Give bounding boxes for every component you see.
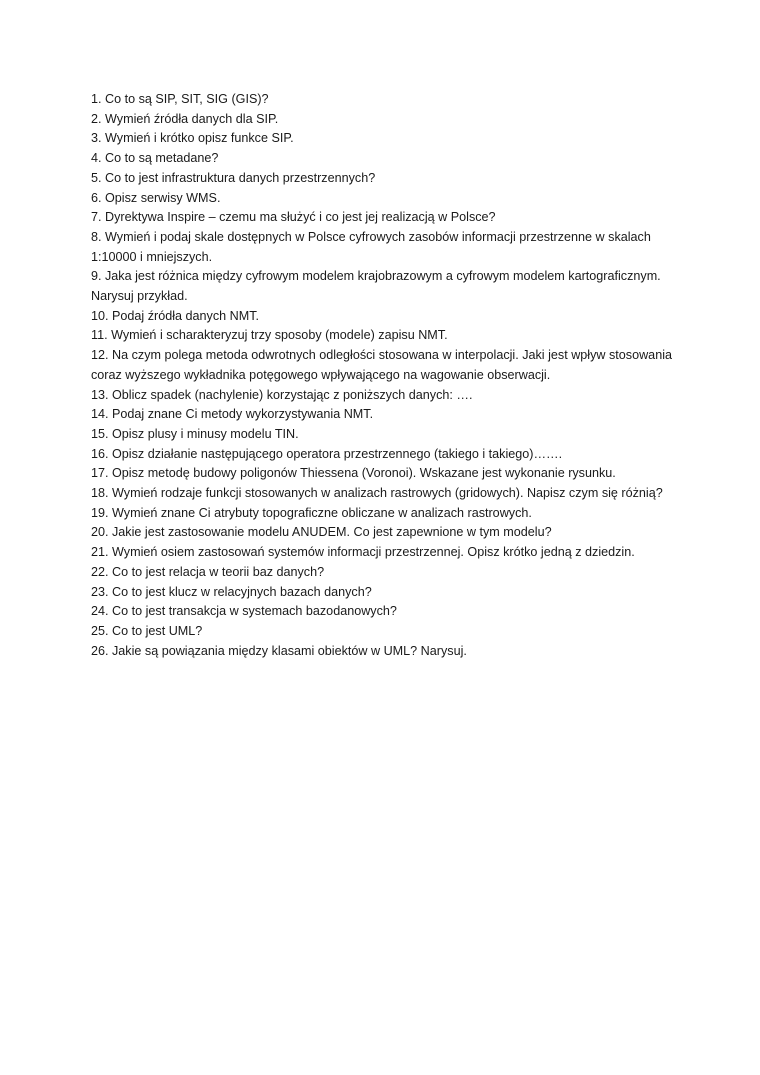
question-item: 11. Wymień i scharakteryzuj trzy sposoby (modele) zapisu NMT. [91,328,448,343]
question-item: 2. Wymień źródła danych dla SIP. [91,111,279,126]
question-item: 13. Oblicz spadek (nachylenie) korzystając z poniższych danych: …. [91,387,473,402]
question-item: 7. Dyrektywa Inspire – czemu ma służyć i co jest jej realizacją w Polsce? [91,210,496,225]
question-item: 19. Wymień znane Ci atrybuty topograficzne obliczane w analizach rastrowych. [91,505,532,520]
question-list [91,90,681,661]
question-item: 18. Wymień rodzaje funkcji stosowanych w analizach rastrowych (gridowych). Napisz czym się różnią? [91,486,663,501]
question-item: 17. Opisz metodę budowy poligonów Thiessena (Voronoi). Wskazane jest wykonanie rysunku. [91,466,616,481]
question-item: 26. Jakie są powiązania między klasami obiektów w UML? Narysuj. [91,643,467,658]
question-item: 15. Opisz plusy i minusy modelu TIN. [91,426,299,441]
question-item: 14. Podaj znane Ci metody wykorzystywania NMT. [91,407,374,422]
question-item: 6. Opisz serwisy WMS. [91,190,221,205]
question-item: 9. Jaka jest różnica między cyfrowym modelem krajobrazowym a cyfrowym modelem kartograficznym. Narysuj przykład. [91,269,661,304]
question-item: 21. Wymień osiem zastosowań systemów informacji przestrzennej. Opisz krótko jedną z dziedzin. [91,545,635,560]
question-item: 20. Jakie jest zastosowanie modelu ANUDEM. Co jest zapewnione w tym modelu? [91,525,552,540]
question-item: 4. Co to są metadane? [91,151,219,166]
question-item: 16. Opisz działanie następującego operatora przestrzennego (takiego i takiego)……. [91,446,563,461]
question-item: 5. Co to jest infrastruktura danych przestrzennych? [91,170,376,185]
question-item: 23. Co to jest klucz w relacyjnych bazach danych? [91,584,372,599]
question-item: 24. Co to jest transakcja w systemach bazodanowych? [91,604,397,619]
question-item: 22. Co to jest relacja w teorii baz danych? [91,564,325,579]
question-item: 1. Co to są SIP, SIT, SIG (GIS)? [91,92,269,106]
question-item: 12. Na czym polega metoda odwrotnych odległości stosowana w interpolacji. Jaki jest wpływ stosowania coraz wyższego wykładnika potęgowego wpływającego na wagowanie obserwacji. [91,348,672,382]
question-item: 8. Wymień i podaj skale dostępnych w Polsce cyfrowych zasobów informacji przestrzenne w skalach 1:10000 i mniejszych. [91,229,651,264]
question-item: 3. Wymień i krótko opisz funkce SIP. [91,131,294,146]
question-item: 25. Co to jest UML? [91,623,203,638]
question-item: 10. Podaj źródła danych NMT. [91,308,260,323]
